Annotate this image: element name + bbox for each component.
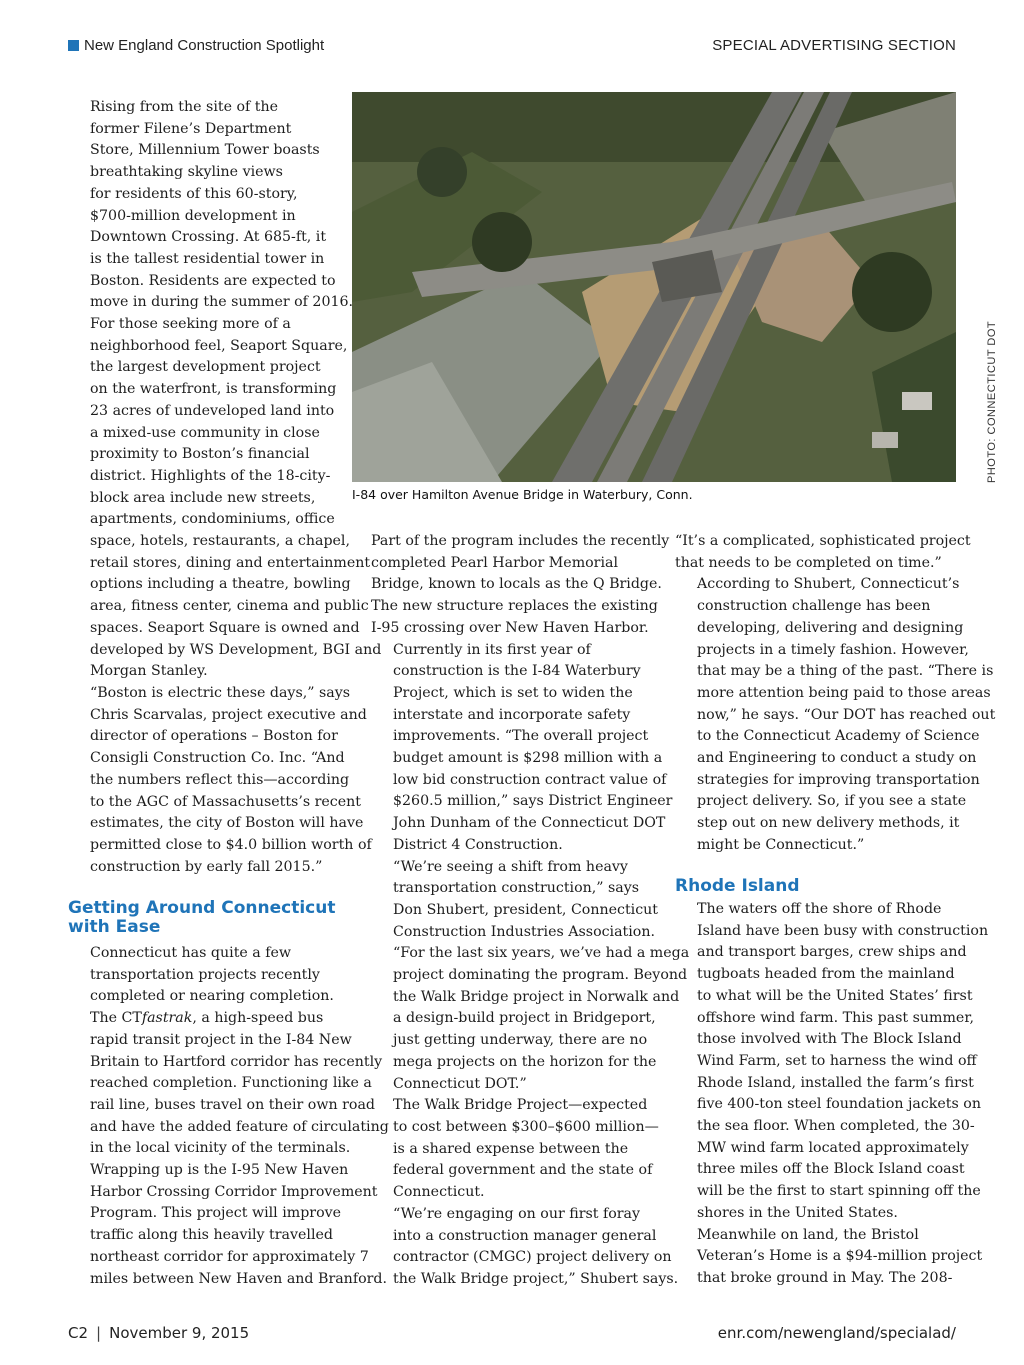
paragraph: The Walk Bridge Project—expected to cost between $300–$600 million— is a shared expense between the federal government and the state of Connecticut. [393, 1097, 659, 1201]
paragraph: “Boston is electric these days,” says Chris Scarvalas, project executive and director of operations – Boston for Consigli Construction Co. Inc. “And the numbers reflect this—according to the AGC of Massachusetts’s recent estimates, the city of Boston will have permitted close to $4.0 billion worth of construction by early fall 2015.” [90, 684, 372, 875]
heading-rhode-island: Rhode Island [675, 876, 800, 896]
page-number: C2 [68, 1324, 89, 1342]
special-advertising-label: SPECIAL ADVERTISING SECTION [712, 37, 956, 54]
paragraph: Meanwhile on land, the Bristol Veteran’s Home is a $94-million project that broke ground in May. The 208- [697, 1226, 983, 1286]
paragraph: Currently in its first year of construction is the I-84 Waterbury Project, which is set to widen the interstate and incorporate safety improvements. “The overall project budget amount is $298 million with a low bid construction contract value of $260.5 million,” says District Engineer John Dunham of the Connecticut DOT District 4 Construction. [393, 641, 673, 853]
heading-connecticut: Getting Around Connecticut with Ease [68, 898, 336, 937]
paragraph: The waters off the shore of Rhode Island have been busy with construction and transport barges, crew ships and tugboats headed from the mainland to what will be the United States’ first offshore wind farm. This past summer, those involved with The Block Island Wind Farm, set to harness the wind off Rhode Island, installed the farm’s first five 400-ton steel foundation jackets on the sea floor. When completed, the 30- MW wind farm located approximately three miles off the Block Island coast will be the first to start spinning off the shores in the United States. [697, 901, 989, 1221]
aerial-highway-photo [352, 92, 956, 482]
article-column-1 [68, 97, 382, 878]
running-header-section [68, 37, 324, 54]
paragraph: “We’re seeing a shift from heavy transportation construction,” says Don Shubert, president, Connecticut Construction Industries Association. “For the last six years, we’ve had a mega project dominating the program. Beyond the Walk Bridge project in Norwalk and a design-build project in Bridgeport, just getting underway, there are no mega projects on the horizon for the Connecticut DOT.” [393, 858, 690, 1092]
article-column-1-lower [68, 943, 389, 1290]
article-column-3-lower [675, 899, 989, 1290]
photo-credit: PHOTO: CONNECTICUT DOT [986, 320, 998, 483]
issue-date: November 9, 2015 [109, 1324, 250, 1342]
paragraph: The CTfastrak, a high-speed bus rapid transit project in the I-84 New Britain to Hartford corridor has recently reached completion. Functioning like a rail line, buses travel on their own road and have the added feature of circulating in the local vicinity of the terminals. [90, 1010, 389, 1157]
photo-caption: I-84 over Hamilton Avenue Bridge in Waterbury, Conn. [352, 487, 693, 502]
paragraph: Connecticut has quite a few transportation projects recently completed or nearing completion. [90, 945, 334, 1005]
paragraph: Part of the program includes the recently completed Pearl Harbor Memorial Bridge, known to locals as the Q Bridge. The new structure replaces the existing I-95 crossing over New Haven Harbor. [371, 533, 670, 636]
paragraph: Wrapping up is the I-95 New Haven Harbor Crossing Corridor Improvement Program. This project will improve traffic along this heavily travelled northeast corridor for approximately 7 miles between New Haven and Branford. [90, 1162, 387, 1287]
paragraph: According to Shubert, Connecticut’s construction challenge has been developing, delivering and designing projects in a timely fashion. However, that may be a thing of the past. “There is more attention being paid to those areas now,” he says. “Our DOT has reached out to the Connecticut Academy of Science and Engineering to conduct a study on strategies for improving transportation project delivery. So, if you see a state step out on new delivery methods, it might be Connecticut.” [697, 576, 996, 853]
section-title: New England Construction Spotlight [84, 37, 325, 54]
article-column-2 [371, 531, 690, 1291]
paragraph: Rising from the site of the former Filene’s Department Store, Millennium Tower boasts breathtaking skyline views for residents of this 60-story, $700-million development in Downtown Crossing. At 685-ft, it is the tallest residential tower in Boston. Residents are expected to move in during the summer of 2016. [90, 99, 354, 311]
highway-aerial-illustration [352, 92, 956, 482]
blue-square-icon [68, 40, 79, 51]
footer-page-info: C2 | November 9, 2015 [68, 1324, 250, 1342]
paragraph: “We’re engaging on our first foray into a construction manager general contractor (CMGC) project delivery on the Walk Bridge project,” Shubert says. [393, 1205, 679, 1287]
footer-url-link[interactable]: enr.com/newengland/specialad/ [717, 1324, 956, 1342]
article-column-3 [675, 531, 996, 857]
paragraph: “It’s a complicated, sophisticated project that needs to be completed on time.” [675, 533, 971, 571]
paragraph: For those seeking more of a neighborhood feel, Seaport Square, the largest development project on the waterfront, is transforming 23 acres of undeveloped land into a mixed-use community in close proximity to Boston’s financial district. Highlights of the 18-city- block area include new streets, apartments, condominiums, office space, hotels, restaurants, a chapel, retail stores, dining and entertainment options including a theatre, bowling area, fitness center, cinema and public spaces. Seaport Square is owned and developed by WS Development, BGI and Morgan Stanley. [90, 316, 382, 680]
